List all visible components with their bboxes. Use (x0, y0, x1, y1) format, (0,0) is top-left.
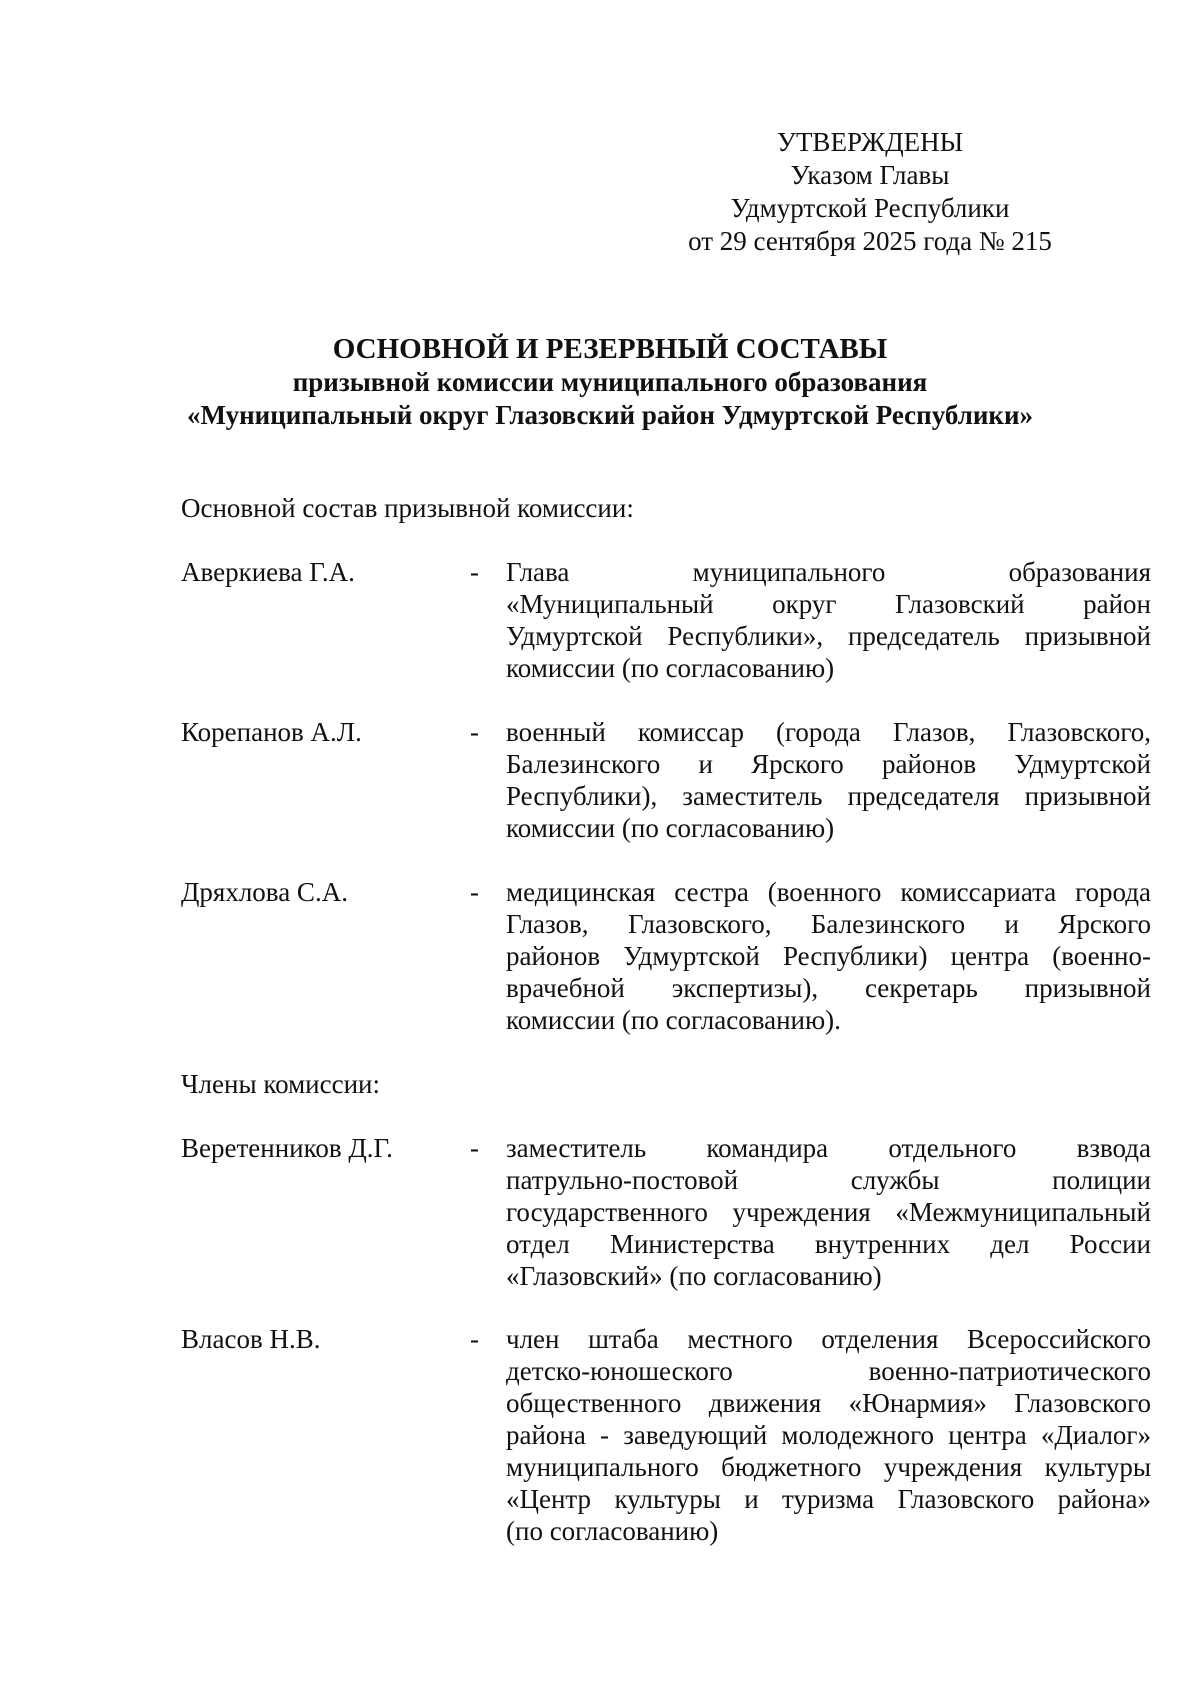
entry-description-line: Удмуртской Республики», председатель призывной (506, 621, 1151, 651)
entry-name: Корепанов А.Л. (181, 717, 362, 747)
entry-description-line: врачебной экспертизы), секретарь призывной (506, 973, 1151, 1003)
entry-description-line: медицинская сестра (военного комиссариата города (506, 877, 1151, 907)
entry-description-line: военный комиссар (города Глазов, Глазовского, (506, 717, 1151, 747)
entry-dash: - (470, 557, 479, 587)
entry-description (506, 716, 1151, 844)
approval-heading: УТВЕРЖДЕНЫ (776, 127, 964, 157)
entry-description-line: Республики), заместитель председателя призывной (506, 781, 1151, 811)
entry-description-line: районов Удмуртской Республики) центра (военно- (506, 941, 1151, 971)
title-subtitle-1: призывной комиссии муниципального образования (292, 367, 928, 397)
main-section-label: Основной состав призывной комиссии: (181, 493, 634, 523)
entry-description-line: Глава муниципального образования (506, 557, 1151, 587)
entry-description-line: член штаба местного отделения Всероссийского (506, 1324, 1151, 1354)
entry-dash: - (470, 877, 479, 907)
entry-dash: - (470, 1324, 479, 1354)
entry-description-line: отдел Министерства внутренних дел России (506, 1229, 1151, 1259)
entry-name: Веретенников Д.Г. (181, 1133, 393, 1163)
entry-dash: - (470, 1133, 479, 1163)
entry-description-line: Глазов, Глазовского, Балезинского и Ярского (506, 909, 1151, 939)
entry-description-line: «Глазовский» (по согласованию) (506, 1261, 882, 1291)
entry-description-line: Балезинского и Ярского районов Удмуртской (506, 749, 1151, 779)
entry-description-line: муниципального бюджетного учреждения культуры (506, 1452, 1151, 1482)
entry-description-line: «Центр культуры и туризма Глазовского района» (506, 1484, 1151, 1514)
entry-description-line: патрульно-постовой службы полиции (506, 1165, 1151, 1195)
entry-description-line: комиссии (по согласованию) (506, 653, 835, 683)
approval-stamp-block (660, 126, 1080, 258)
entry-name: Дряхлова С.А. (181, 877, 348, 907)
entry-description (506, 1323, 1151, 1547)
entry-description (506, 876, 1151, 1036)
members-section-label: Члены комиссии: (181, 1069, 380, 1099)
title-subtitle-2: «Муниципальный округ Глазовский район Удмуртской Республики» (186, 400, 1034, 430)
entry-description-line: «Муниципальный округ Глазовский район (506, 589, 1151, 619)
entry-name: Аверкиева Г.А. (181, 557, 355, 587)
approval-date-number: от 29 сентября 2025 года № 215 (688, 226, 1052, 256)
entry-description-line: заместитель командира отдельного взвода (506, 1133, 1151, 1163)
entry-description (506, 1132, 1151, 1292)
entry-name: Власов Н.В. (181, 1324, 321, 1354)
entry-description-line: государственного учреждения «Межмуниципальный (506, 1197, 1151, 1227)
approval-region: Удмуртской Республики (730, 193, 1010, 223)
entry-description-line: района - заведующий молодежного центра «Диалог» (506, 1420, 1151, 1450)
entry-description-line: общественного движения «Юнармия» Глазовского (506, 1388, 1151, 1418)
entry-description-line: детско-юношеского военно-патриотического (506, 1356, 1151, 1386)
entry-description (506, 556, 1151, 684)
document-title (150, 332, 1070, 432)
title-main: ОСНОВНОЙ И РЕЗЕРВНЫЙ СОСТАВЫ (332, 333, 888, 365)
entry-description-line: (по согласованию) (506, 1516, 719, 1546)
entry-description-line: комиссии (по согласованию). (506, 1005, 841, 1035)
entry-dash: - (470, 717, 479, 747)
approval-issuer: Указом Главы (790, 160, 950, 190)
entry-description-line: комиссии (по согласованию) (506, 813, 835, 843)
